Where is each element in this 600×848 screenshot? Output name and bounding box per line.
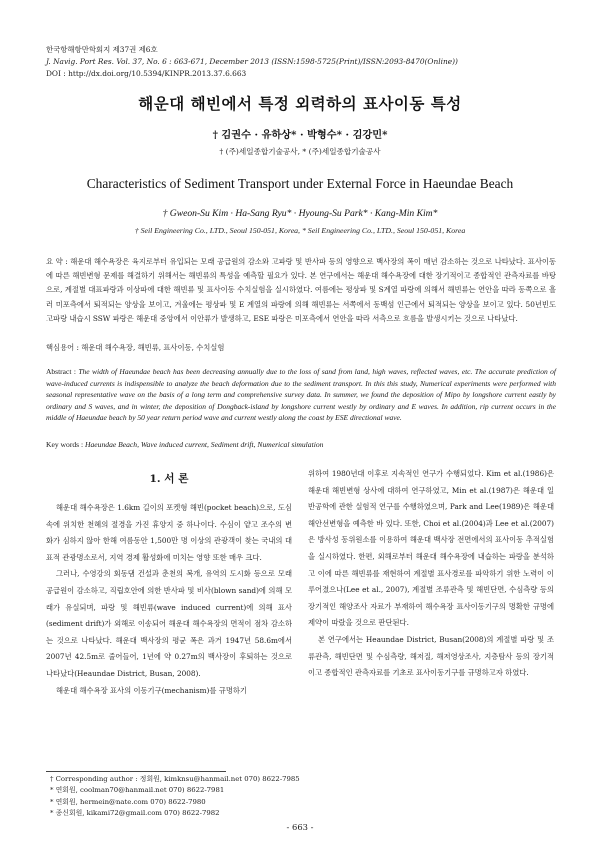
left-column [46,468,292,699]
korean-affiliation: † (주)세일종합기술공사, * (주)세일종합기술공사 [219,147,381,156]
english-keywords-lead: Key words : [46,440,84,449]
body-paragraph: 본 연구에서는 Heaundae District, Busan(2008)의 계절별 파랑 및 조류관측, 해빈단면 및 수심측량, 해저질, 해저영상조사, 지층탐사 등의 장기적이고 종합적인 관측자료를 기초로 표사이동기구를 규명하고자 하였다. [308,634,554,678]
doi-link[interactable]: DOI : http://dx.doi.org/10.5394/KINPR.2013.37.6.663 [46,69,247,78]
english-abstract-body: The width of Haeundae beach has been decreasing annually due to the loss of sand from land, high waves, reflected waves, etc. The accurate prediction of wave-induced currents is indispensible to analyze the beach deformation due to the sediment transport. In this this study, Numerical experiments were performed with seasonal representative wave on the basis of a long term and comprehensive survey data. In summer, we found the deposition of Mipo by longshore current eastly by ordinary and S waves, and in winter, the deposition of Dongback-island by longshore current westly by ordinary and E waves. In addition, rip current occurs in the middle of Haeundae beach by 50 year return period wave and current westly along the coast by ESE directional wave. [46,367,556,423]
korean-authors: † 김권수 · 유하상* · 박형수* · 김강민* [212,129,388,141]
footnote-corresponding: † Corresponding author : 정회원, kimknsu@hanmail.net 070) 8622-7985 [50,775,300,783]
korean-title: 해운대 해빈에서 특정 외력하의 표사이동 특성 [138,94,462,113]
journal-name-korean: 한국항해항만학회지 제37권 제6호 [46,45,158,54]
english-title: Characteristics of Sediment Transport under External Force in Haeundae Beach [86,176,514,191]
korean-keywords: 핵심용어 : 해운대 해수욕장, 해빈류, 표사이동, 수치실험 [46,343,225,352]
korean-abstract: 요 약 : 해운대 해수욕장은 육지로부터 유입되는 모래 공급원의 감소와 고파랑 및 반사파 등의 영향으로 백사장의 폭이 매년 감소하는 것으로 나타났다. 표사이동에 따른 해빈변형 문제를 해결하기 위해서는 해빈류의 특성을 예측할 필요가 있다. 본 연구에서는 해운대 해수욕장에 대한 장기적이고 종합적인 관측자료를 바탕으로, 계절별 대표파랑과 이상파에 대한 해빈류 및 표사이동 수치실험을 실시하였다. 여름에는 평상파 및 S계열 파랑에 의해서 해빈류는 연안을 따라 동쪽으로 흘러 미포측에서 퇴적되는 양상을 보이고, 겨울에는 평상파 및 E 계열의 파랑에 의해 해빈류는 서쪽에서 동백섬 인근에서 퇴적되는 양상을 보이고 있다. 50년빈도 고파랑 내습시 SSW 파랑은 해운대 중앙에서 이안류가 발생하고, ESE 파랑은 미포측에서 연안을 따라 서측으로 흐름을 발생시키는 것으로 나타났다. [46,257,556,323]
english-keywords-body: Haeundae Beach, Wave induced current, Sediment drift, Numerical simulation [83,440,324,449]
footnote-author: * 연회원, hermein@nate.com 070) 8622-7980 [50,797,206,806]
footnote-author: * 연회원, coolman70@hanmail.net 070) 8622-7981 [50,786,225,795]
english-abstract-lead: Abstract : [46,367,76,376]
english-authors: † Gweon-Su Kim · Ha-Sang Ryu* · Hyoung-Su Park* · Kang-Min Kim* [162,208,438,219]
body-paragraph: 해운대 해수욕장은 1.6km 길이의 포켓형 해빈(pocket beach)으로, 도심 속에 위치한 천혜의 절경을 가진 휴양지 중 하나이다. 수심이 얕고 조수의 변화가 심하지 않아 한해 여름동안 1,500만 명 이상의 관광객이 찾는 국내의 대표적 관광명소로서, 지역 경제 활성화에 미치는 영향 또한 매우 크다. [46,503,292,562]
journal-citation: J. Navig. Port Res. Vol. 37, No. 6 : 663-671, December 2013 (ISSN:1598-5725(Print)/ISSN:2093-8470(Online)) [46,57,458,66]
footnote-author: * 종신회원, kikami72@gmail.com 070) 8622-7982 [50,809,220,818]
journal-header [46,44,556,80]
body-paragraph: 위하여 1980년대 이후로 지속적인 연구가 수행되었다. Kim et al.(1986)은 해운대 해빈변형 상사에 대하여 연구하였고, Min et al.(1987)은 해운대 일반공학에 관한 실험적 연구를 수행하였으며, Park and Lee(1989)은 해운대 해안선변형을 예측한 바 있다. 또한, Choi et al.(2004)과 Lee et al.(2007)은 방사성 동위원소를 이용하여 해운대 백사장 전면에서의 표사이동 추적실험을 실시하였다. 한편, 외해로부터 해운대 해수욕장에 내습하는 파랑을 분석하고 이에 따른 해빈류를 재현하여 계절별 표사경로를 파악하기 위한 노력이 이루어졌으나(Lee et al., 2007), 계절별 조류관측 및 해빈단면, 수심측량 등의 장기적인 해양조사 자료가 부재하여 해수욕장 표사이동기구의 명확한 규명에 제약이 따랐을 것으로 판단된다. [308,469,554,628]
footnote-divider [46,771,226,772]
body-paragraph: 해운대 해수욕장 표사의 이동기구(mechanism)를 규명하기 [56,685,247,695]
english-abstract [46,366,556,424]
right-column [308,466,554,682]
footnotes [50,774,530,820]
english-affiliation: † Seil Engineering Co., LTD., Seoul 150-051, Korea, * Seil Engineering Co., LTD., Seoul 150-051, Korea [134,226,466,235]
body-paragraph: 그러나, 수영강의 회동댐 건설과 춘천의 복개, 유역의 도시화 등으로 모래 공급원이 감소하고, 직립호안에 의한 반사파 및 비사(blown sand)에 의해 모래가 유실되며, 파랑 및 해빈류(wave induced current)에 의해 표사(sediment drift)가 외해로 이송되어 해운대 해수욕장의 면적이 점차 감소하는 것으로 나타났다. 해운대 백사장의 평균 폭은 과거 1947년 58.6m에서 2007년 42.5m로 줄어들어, 1년에 약 0.27m의 백사장이 후퇴하는 것으로 나타났다(Heaundae District, Busan, 2008). [46,569,292,678]
english-keywords [46,440,556,449]
section-heading: 1. 서 론 [149,473,189,485]
page-number: - 663 - [286,822,314,832]
